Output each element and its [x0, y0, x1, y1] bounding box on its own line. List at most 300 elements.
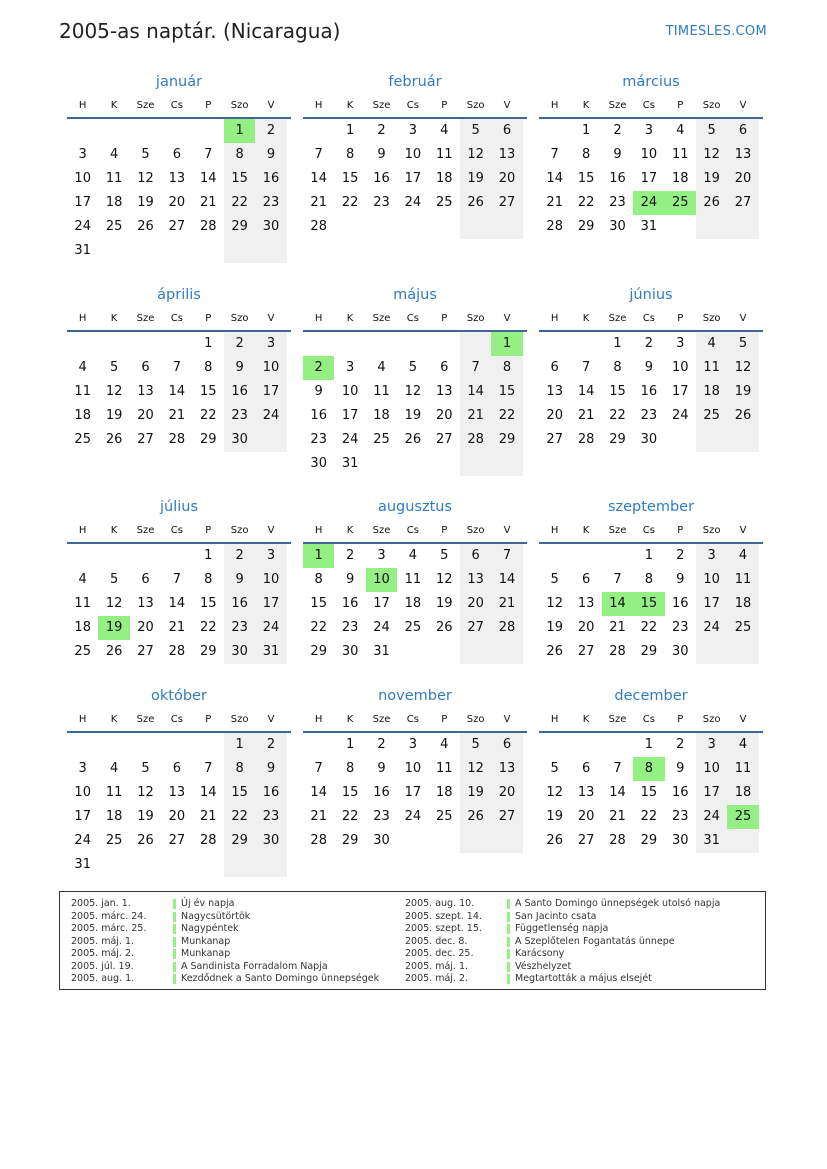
day-cell: 4	[78, 360, 87, 375]
empty-day-cell	[130, 332, 161, 356]
day-cell: 28	[460, 428, 491, 452]
empty-day-cell	[491, 215, 522, 239]
day-cell: 26	[404, 432, 422, 447]
day-cell: 12	[435, 572, 453, 587]
empty-day-cell	[429, 829, 460, 853]
month-calendar	[539, 73, 763, 239]
day-grid	[539, 332, 763, 452]
day-cell: 2	[676, 548, 685, 563]
holiday-day-cell: 2	[303, 356, 334, 380]
day-cell: 19	[404, 408, 422, 423]
day-cell: 8	[224, 757, 255, 781]
day-cell: 14	[609, 785, 626, 800]
empty-day-cell	[539, 119, 570, 143]
day-grid	[303, 544, 527, 664]
empty-day-cell	[193, 119, 224, 143]
day-cell: 13	[491, 757, 522, 781]
day-cell: 16	[310, 408, 327, 423]
empty-day-cell	[193, 853, 224, 877]
empty-day-cell	[665, 428, 696, 452]
day-cell: 3	[696, 544, 727, 568]
day-cell: 3	[255, 332, 286, 356]
day-grid	[303, 332, 527, 476]
day-cell: 18	[105, 195, 123, 210]
day-cell: 21	[168, 620, 186, 635]
day-cell: 24	[341, 432, 359, 447]
day-cell: 27	[546, 432, 563, 447]
day-cell: 2	[613, 123, 622, 138]
legend-date: 2005. dec. 25.	[405, 948, 474, 959]
empty-day-cell	[67, 544, 98, 568]
weekday-label: H	[78, 714, 87, 725]
weekday-label: Szo	[230, 313, 249, 324]
legend-date: 2005. márc. 25.	[71, 923, 147, 934]
day-cell: 30	[224, 428, 255, 452]
day-cell: 21	[577, 408, 595, 423]
day-cell: 29	[491, 428, 522, 452]
day-cell: 2	[224, 332, 255, 356]
day-cell: 6	[440, 360, 449, 375]
day-cell: 23	[671, 809, 689, 824]
empty-day-cell	[255, 428, 286, 452]
day-cell: 9	[676, 761, 685, 776]
day-cell: 15	[341, 171, 359, 186]
day-cell: 17	[74, 195, 91, 210]
weekday-label: Szo	[466, 525, 485, 536]
empty-day-cell	[429, 215, 460, 239]
weekday-label: Szo	[702, 525, 721, 536]
weekday-label: K	[346, 100, 354, 111]
day-cell: 12	[727, 356, 758, 380]
day-cell: 23	[671, 620, 689, 635]
day-cell: 19	[137, 195, 154, 210]
day-cell: 13	[137, 384, 154, 399]
day-cell: 11	[404, 572, 422, 587]
day-cell: 6	[581, 761, 591, 776]
day-cell: 12	[546, 785, 563, 800]
day-cell: 4	[109, 147, 119, 162]
day-cell: 7	[491, 544, 522, 568]
empty-day-cell	[429, 452, 460, 476]
weekday-label: H	[78, 525, 87, 536]
legend-date: 2005. dec. 8.	[405, 935, 468, 947]
empty-day-cell	[460, 640, 491, 664]
day-cell: 10	[255, 356, 286, 380]
empty-day-cell	[539, 733, 570, 757]
legend-date: 2005. máj. 2.	[405, 973, 469, 984]
day-cell: 19	[137, 809, 154, 824]
weekday-label: Cs	[642, 313, 655, 324]
day-cell: 26	[105, 432, 123, 447]
day-cell: 8	[491, 356, 522, 380]
day-cell: 24	[255, 616, 286, 640]
weekday-label: Cs	[406, 313, 419, 324]
day-cell: 13	[137, 596, 154, 611]
empty-day-cell	[366, 452, 397, 476]
day-cell: 31	[74, 857, 91, 872]
weekday-label: K	[110, 313, 118, 324]
day-cell: 13	[460, 568, 491, 592]
day-cell: 18	[404, 596, 422, 611]
day-cell: 18	[435, 785, 453, 800]
day-cell: 29	[609, 432, 626, 447]
weekday-label: Sze	[372, 525, 391, 536]
empty-day-cell	[98, 853, 129, 877]
month-name: március	[622, 74, 680, 90]
legend-holiday-marker	[507, 962, 510, 972]
day-grid	[67, 119, 291, 263]
empty-day-cell	[98, 332, 129, 356]
day-cell: 9	[377, 761, 386, 776]
weekday-header	[539, 524, 763, 544]
day-cell: 16	[373, 785, 390, 800]
weekday-label: Cs	[642, 525, 655, 536]
day-cell: 27	[435, 432, 453, 447]
empty-day-cell	[397, 215, 428, 239]
day-cell: 15	[491, 380, 522, 404]
day-cell: 18	[727, 592, 758, 616]
day-cell: 11	[74, 384, 91, 399]
weekday-label: Szo	[702, 313, 721, 324]
day-cell: 13	[546, 384, 563, 399]
day-cell: 5	[109, 572, 119, 587]
day-cell: 1	[581, 123, 591, 138]
legend-row	[71, 973, 401, 986]
day-cell: 14	[168, 384, 186, 399]
empty-day-cell	[161, 119, 192, 143]
day-cell: 6	[491, 733, 522, 757]
weekday-label: P	[677, 100, 684, 111]
day-cell: 22	[224, 805, 255, 829]
day-cell: 20	[168, 195, 186, 210]
day-cell: 20	[137, 620, 154, 635]
legend-holiday-name: San Jacinto csata	[515, 910, 597, 922]
day-cell: 12	[546, 596, 563, 611]
day-cell: 4	[109, 761, 119, 776]
day-cell: 26	[435, 620, 453, 635]
day-cell: 9	[314, 384, 323, 399]
day-cell: 7	[613, 572, 622, 587]
day-cell: 20	[460, 592, 491, 616]
day-cell: 26	[696, 191, 727, 215]
day-cell: 14	[310, 171, 327, 186]
day-cell: 3	[78, 147, 87, 162]
day-cell: 3	[78, 761, 87, 776]
day-cell: 17	[696, 781, 727, 805]
day-cell: 1	[613, 336, 622, 351]
month-name: február	[388, 74, 442, 90]
day-cell: 22	[640, 809, 658, 824]
empty-day-cell	[696, 640, 727, 664]
weekday-label: P	[205, 100, 212, 111]
day-cell: 15	[224, 781, 255, 805]
empty-day-cell	[397, 452, 428, 476]
day-cell: 1	[345, 737, 355, 752]
day-cell: 30	[640, 432, 658, 447]
day-cell: 28	[546, 219, 563, 234]
weekday-label: K	[110, 525, 118, 536]
day-cell: 4	[727, 733, 758, 757]
holiday-day-cell: 1	[224, 119, 255, 143]
day-cell: 27	[491, 805, 522, 829]
legend-holiday-marker	[173, 937, 176, 947]
day-cell: 2	[255, 119, 286, 143]
empty-day-cell	[429, 640, 460, 664]
day-cell: 18	[671, 171, 689, 186]
day-cell: 21	[199, 195, 217, 210]
day-cell: 8	[204, 572, 213, 587]
day-cell: 5	[727, 332, 758, 356]
day-cell: 10	[341, 384, 359, 399]
month-name: június	[629, 287, 673, 303]
weekday-label: Szo	[230, 525, 249, 536]
day-cell: 21	[310, 195, 327, 210]
day-cell: 9	[255, 757, 286, 781]
day-cell: 13	[577, 596, 595, 611]
weekday-label: H	[78, 313, 87, 324]
weekday-label: Cs	[642, 100, 655, 111]
weekday-label: K	[582, 525, 590, 536]
day-cell: 8	[204, 360, 213, 375]
holiday-day-cell: 1	[491, 332, 522, 356]
month-name: január	[155, 74, 203, 90]
day-cell: 3	[408, 123, 417, 138]
site-brand-link[interactable]: TIMESLES.COM	[665, 24, 767, 39]
day-cell: 9	[224, 356, 255, 380]
day-cell: 12	[460, 757, 491, 781]
weekday-label: K	[110, 100, 118, 111]
day-cell: 18	[696, 380, 727, 404]
day-cell: 5	[460, 119, 491, 143]
legend-holiday-name: Új év napja	[181, 898, 235, 909]
month-calendar	[539, 286, 763, 452]
day-cell: 13	[727, 143, 758, 167]
day-cell: 31	[640, 219, 658, 234]
day-cell: 9	[255, 143, 286, 167]
day-cell: 9	[676, 572, 685, 587]
day-cell: 18	[727, 781, 758, 805]
empty-day-cell	[255, 853, 286, 877]
day-cell: 20	[491, 781, 522, 805]
weekday-label: Sze	[608, 714, 627, 725]
day-cell: 23	[373, 195, 390, 210]
day-cell: 10	[696, 757, 727, 781]
empty-day-cell	[130, 119, 161, 143]
day-cell: 27	[491, 191, 522, 215]
day-cell: 25	[435, 809, 453, 824]
holiday-day-cell: 25	[727, 805, 758, 829]
day-cell: 6	[172, 147, 181, 162]
legend-date: 2005. máj. 1.	[71, 935, 135, 947]
day-cell: 11	[74, 596, 91, 611]
legend-date: 2005. máj. 2.	[71, 948, 135, 959]
day-cell: 18	[373, 408, 390, 423]
day-cell: 11	[105, 785, 123, 800]
day-cell: 8	[345, 147, 355, 162]
day-cell: 21	[609, 620, 626, 635]
day-cell: 16	[640, 384, 658, 399]
day-cell: 22	[609, 408, 626, 423]
day-grid	[303, 119, 527, 239]
weekday-label: K	[582, 313, 590, 324]
day-cell: 10	[404, 147, 422, 162]
legend-holiday-marker	[173, 912, 176, 922]
empty-day-cell	[727, 829, 758, 853]
day-cell: 29	[640, 644, 658, 659]
day-cell: 27	[577, 644, 595, 659]
day-cell: 11	[373, 384, 390, 399]
day-cell: 22	[577, 195, 595, 210]
day-cell: 19	[460, 781, 491, 805]
day-cell: 6	[550, 360, 559, 375]
day-cell: 30	[341, 644, 359, 659]
day-cell: 26	[727, 404, 758, 428]
empty-day-cell	[303, 733, 334, 757]
day-cell: 1	[345, 123, 355, 138]
weekday-label: P	[205, 313, 212, 324]
month-name: szeptember	[607, 499, 695, 515]
page-title: 2005-as naptár. (Nicaragua)	[59, 19, 341, 43]
day-cell: 17	[74, 809, 91, 824]
empty-day-cell	[161, 332, 192, 356]
day-cell: 13	[168, 785, 186, 800]
weekday-label: Sze	[136, 100, 155, 111]
day-cell: 25	[105, 219, 123, 234]
day-cell: 28	[310, 833, 327, 848]
day-cell: 20	[435, 408, 453, 423]
day-cell: 20	[727, 167, 758, 191]
legend-holiday-name: Nagycsütörtök	[181, 910, 251, 922]
month-name: december	[614, 688, 688, 704]
day-cell: 11	[435, 147, 453, 162]
day-cell: 30	[373, 833, 390, 848]
month-name: augusztus	[377, 499, 453, 515]
month-calendar	[67, 687, 291, 877]
legend-row	[71, 923, 401, 936]
month-name: november	[378, 688, 452, 704]
weekday-label: P	[205, 525, 212, 536]
weekday-label: Szo	[702, 714, 721, 725]
month-calendar	[67, 498, 291, 664]
day-cell: 5	[460, 733, 491, 757]
empty-day-cell	[491, 829, 522, 853]
weekday-header	[67, 524, 291, 544]
day-cell: 17	[671, 384, 689, 399]
day-cell: 28	[168, 432, 186, 447]
day-cell: 18	[105, 809, 123, 824]
empty-day-cell	[334, 215, 365, 239]
day-cell: 5	[141, 147, 150, 162]
day-cell: 3	[377, 548, 386, 563]
month-calendar	[303, 687, 527, 853]
weekday-label: Sze	[608, 313, 627, 324]
day-cell: 2	[644, 336, 653, 351]
day-cell: 12	[404, 384, 422, 399]
legend-row	[71, 911, 401, 924]
day-cell: 13	[491, 143, 522, 167]
weekday-label: K	[346, 525, 354, 536]
day-cell: 3	[696, 733, 727, 757]
empty-day-cell	[67, 119, 98, 143]
day-cell: 14	[199, 785, 217, 800]
legend-holiday-name: Kezdődnek a Santo Domingo ünnepségek	[181, 973, 380, 984]
empty-day-cell	[130, 544, 161, 568]
day-cell: 28	[609, 644, 626, 659]
weekday-header	[67, 713, 291, 733]
day-cell: 9	[345, 572, 355, 587]
day-cell: 28	[199, 219, 217, 234]
empty-day-cell	[602, 733, 633, 757]
day-cell: 23	[341, 620, 359, 635]
day-cell: 6	[141, 360, 150, 375]
weekday-label: V	[503, 100, 511, 111]
legend-holiday-marker	[507, 912, 510, 922]
day-cell: 6	[727, 119, 758, 143]
day-cell: 25	[435, 195, 453, 210]
empty-day-cell	[67, 332, 98, 356]
day-cell: 23	[609, 195, 626, 210]
day-cell: 2	[224, 544, 255, 568]
day-cell: 16	[671, 596, 689, 611]
empty-day-cell	[539, 544, 570, 568]
legend-holiday-marker	[173, 962, 176, 972]
month-calendar	[303, 286, 527, 476]
holiday-day-cell: 1	[303, 544, 334, 568]
legend-date: 2005. szept. 15.	[405, 923, 482, 934]
day-cell: 7	[550, 147, 559, 162]
holiday-legend	[59, 891, 766, 990]
day-cell: 8	[224, 143, 255, 167]
day-cell: 18	[435, 171, 453, 186]
day-cell: 4	[408, 548, 417, 563]
day-cell: 23	[224, 404, 255, 428]
day-cell: 24	[373, 620, 390, 635]
day-cell: 10	[255, 568, 286, 592]
day-cell: 5	[440, 548, 449, 563]
month-name: május	[393, 287, 437, 303]
legend-date: 2005. júl. 19.	[71, 960, 134, 972]
legend-date: 2005. márc. 24.	[71, 910, 147, 922]
day-cell: 16	[255, 167, 286, 191]
day-cell: 14	[168, 596, 186, 611]
day-cell: 25	[373, 432, 390, 447]
empty-day-cell	[397, 332, 428, 356]
day-cell: 4	[727, 544, 758, 568]
day-cell: 24	[404, 809, 422, 824]
weekday-label: H	[314, 313, 323, 324]
empty-day-cell	[460, 452, 491, 476]
day-cell: 19	[727, 380, 758, 404]
day-cell: 30	[255, 215, 286, 239]
empty-day-cell	[98, 119, 129, 143]
day-cell: 22	[199, 408, 217, 423]
weekday-header	[539, 713, 763, 733]
empty-day-cell	[397, 640, 428, 664]
day-cell: 17	[373, 596, 390, 611]
empty-day-cell	[193, 733, 224, 757]
day-grid	[67, 733, 291, 877]
day-cell: 15	[341, 785, 359, 800]
day-cell: 31	[255, 640, 286, 664]
day-cell: 27	[168, 219, 186, 234]
day-cell: 4	[440, 737, 449, 752]
legend-row	[71, 936, 401, 949]
day-cell: 10	[404, 761, 422, 776]
day-grid	[539, 733, 763, 853]
day-cell: 2	[377, 123, 386, 138]
day-cell: 6	[460, 544, 491, 568]
weekday-label: V	[267, 313, 275, 324]
